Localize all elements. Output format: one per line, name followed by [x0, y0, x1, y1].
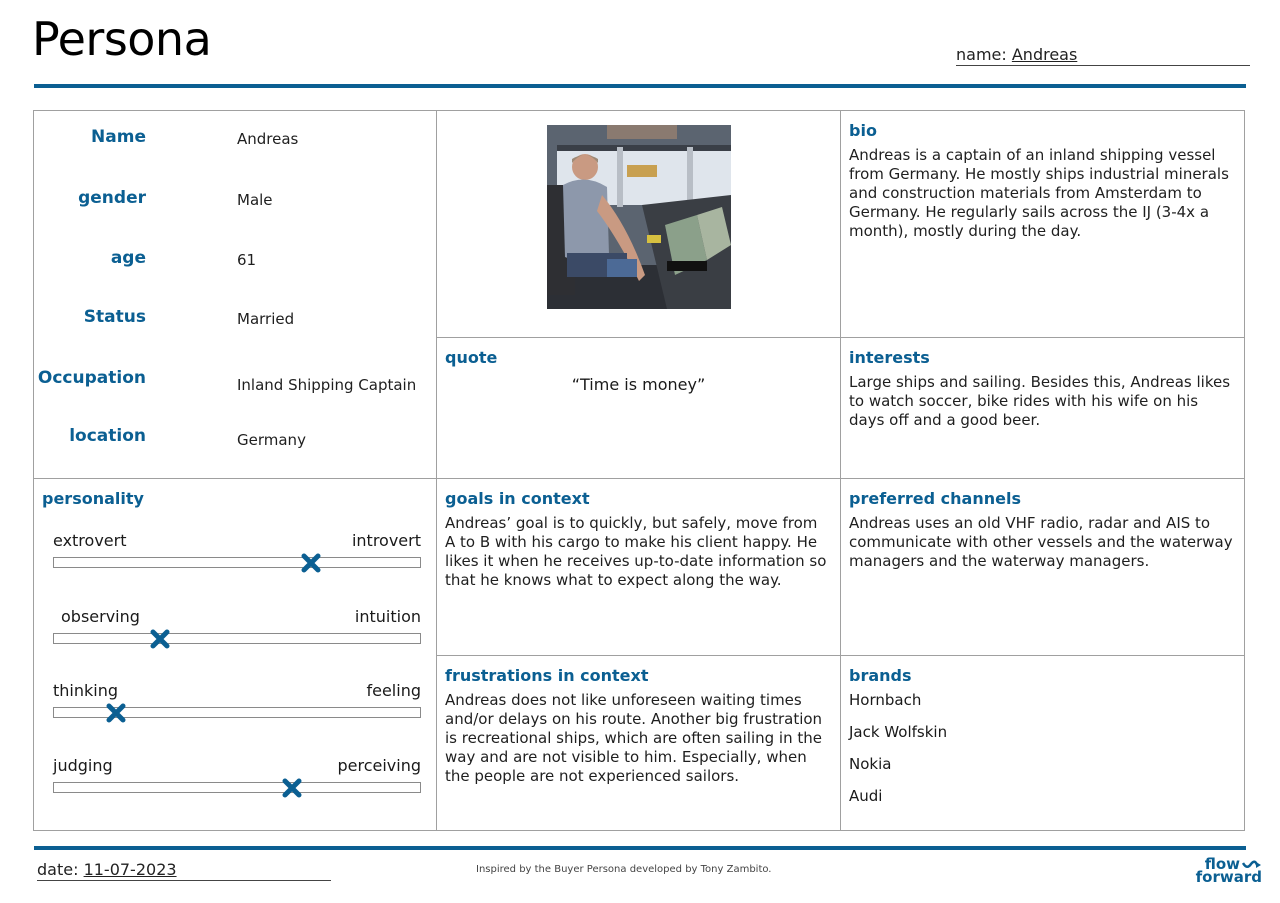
channels-cell [841, 479, 1244, 656]
bio-cell [841, 111, 1244, 338]
profile-label: Name [91, 127, 146, 147]
profile-value: Married [237, 310, 295, 328]
goals-heading: goals in context [445, 489, 590, 508]
slider-right-label: perceiving [337, 756, 421, 775]
profile-value: Andreas [237, 130, 299, 148]
slider-left-label: extrovert [53, 531, 127, 550]
name-label: name: [956, 45, 1007, 64]
persona-photo [547, 125, 731, 309]
brand-item: Nokia [849, 755, 892, 773]
slider-track [53, 557, 421, 568]
slider-left-label: observing [61, 607, 140, 626]
brands-heading: brands [849, 666, 912, 685]
profile-row-age [34, 248, 436, 272]
brands-cell [841, 656, 1244, 830]
personality-slider [53, 756, 421, 796]
slider-right-label: introvert [351, 531, 421, 550]
interests-text: Large ships and sailing. Besides this, Andreas likes to watch soccer, bike rides with his wife on his days off and a good beer. [849, 373, 1231, 429]
bio-heading: bio [849, 121, 877, 140]
goals-cell [437, 479, 841, 656]
profile-label: age [110, 248, 146, 268]
brand-item: Hornbach [849, 691, 922, 709]
date-label: date: [37, 860, 79, 879]
profile-value: Inland Shipping Captain [237, 376, 417, 394]
frustrations-text: Andreas does not like unforeseen waiting times and/or delays on his route. Another big frustration is recreational ships, which are often sailing in the way and are not visible to him. Especially, when the people are not experienced sailors. [445, 691, 823, 785]
quote-text: “Time is money” [571, 375, 706, 394]
date-field [37, 860, 331, 881]
bio-text: Andreas is a captain of an inland shipping vessel from Germany. He mostly ships industrial minerals and construction materials from Amsterdam to Germany. He regularly sails across the IJ (3-4x a month), mostly during the day. [849, 146, 1229, 240]
profile-row-name [34, 127, 436, 151]
slider-track [53, 782, 421, 793]
profile-label: Status [83, 307, 146, 327]
slider-left-label: thinking [53, 681, 119, 700]
slider-right-label: feeling [366, 681, 421, 700]
personality-slider [53, 607, 421, 647]
slider-right-label: intuition [354, 607, 421, 626]
photo-cell [437, 111, 841, 338]
quote-cell [437, 338, 841, 479]
personality-slider [53, 681, 421, 721]
personality-cell [34, 479, 437, 830]
x-marker-icon [282, 778, 302, 798]
profile-row-gender [34, 188, 436, 212]
logo-line-1: flow [1180, 858, 1262, 871]
persona-grid [33, 110, 1245, 831]
goals-text: Andreas’ goal is to quickly, but safely, move from A to B with his cargo to make his client happy. He likes it when he receives up-to-date information so that he knows what to expect along the way. [445, 514, 827, 589]
captain-photo-illustration [547, 125, 731, 309]
personality-heading: personality [42, 489, 144, 508]
profile-value: Germany [237, 431, 306, 449]
frustrations-cell [437, 656, 841, 830]
profile-cell [34, 111, 437, 479]
profile-value: 61 [237, 251, 257, 269]
x-marker-icon [301, 553, 321, 573]
x-marker-icon [106, 703, 126, 723]
brand-item: Audi [849, 787, 883, 805]
profile-row-occupation [34, 368, 436, 392]
interests-cell [841, 338, 1244, 479]
profile-label: gender [78, 188, 146, 208]
profile-value: Male [237, 191, 273, 209]
date-value: 11-07-2023 [83, 860, 177, 879]
interests-heading: interests [849, 348, 930, 367]
header-divider [34, 84, 1246, 88]
brand-item: Jack Wolfskin [849, 723, 948, 741]
slider-left-label: judging [53, 756, 113, 775]
x-marker-icon [150, 629, 170, 649]
frustrations-heading: frustrations in context [445, 666, 649, 685]
name-value: Andreas [1011, 45, 1078, 64]
profile-label: location [69, 426, 146, 446]
channels-text: Andreas uses an old VHF radio, radar and AIS to communicate with other vessels and the waterway managers and the waterway managers. [849, 514, 1233, 570]
logo-line-2: forward [1195, 868, 1262, 886]
flow-forward-logo [1180, 855, 1262, 890]
channels-heading: preferred channels [849, 489, 1021, 508]
page-title: Persona [32, 12, 212, 66]
personality-slider [53, 531, 421, 571]
name-field [956, 45, 1250, 66]
slider-track [53, 633, 421, 644]
profile-row-status [34, 307, 436, 331]
profile-label: Occupation [37, 368, 146, 388]
profile-row-location [34, 426, 436, 450]
quote-heading: quote [445, 348, 498, 367]
credit-text: Inspired by the Buyer Persona developed by Tony Zambito. [476, 864, 772, 875]
footer-divider [34, 846, 1246, 850]
